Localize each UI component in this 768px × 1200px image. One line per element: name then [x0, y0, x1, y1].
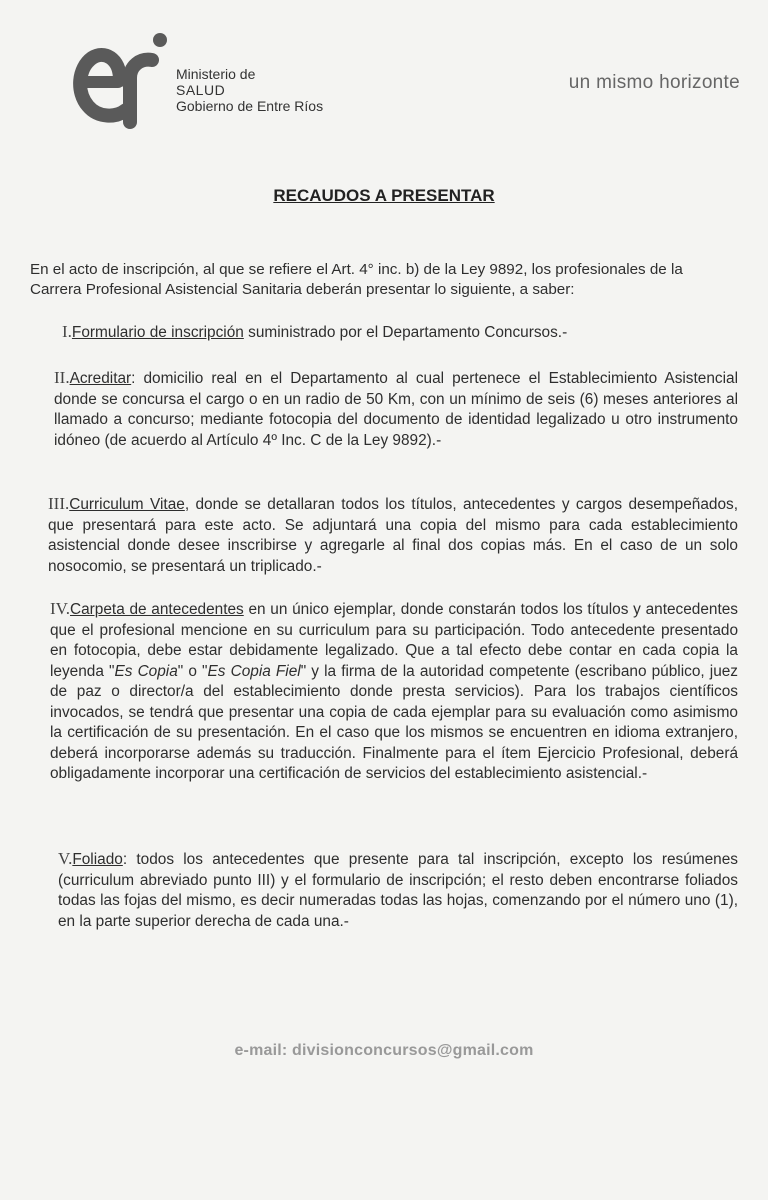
list-item: [48, 494, 738, 577]
item-text: , donde se detallaran todos los títulos, antecedentes y cargos desempeñados, que presentará para este acto. Se adjuntará una copia del mismo para cada establecimiento asistencial donde desee inscribirse y agregarle al final dos copias más. En el caso de un solo nosocomio, se presentará un triplicado.-: [48, 496, 738, 575]
page-title: RECAUDOS A PRESENTAR: [273, 186, 495, 205]
item-italic: Es Copia: [114, 662, 178, 680]
item-numeral: II.: [54, 368, 70, 387]
item-text: " y la firma de la autoridad competente (escribano público, juez de paz o director/a del establecimiento donde presta servicios). Para los trabajos científicos invocados, se tendrá que presentar una copia de cada ejemplar para su evaluación como asimismo la certificación de su presentación. En el caso que los mismos se encuentren en idioma extranjero, deberá incorporarse además su traducción. Finalmente para el ítem Ejercicio Profesional, deberá obligadamente incorporar una certificación de servicios del establecimiento asistencial.-: [50, 662, 739, 782]
item-heading: Curriculum Vitae: [69, 496, 185, 513]
ministry-line-3: Gobierno de Entre Ríos: [176, 98, 324, 114]
list-item: [54, 368, 738, 451]
ministry-line-2: SALUD: [176, 82, 226, 98]
item-numeral: IV.: [50, 599, 70, 618]
item-italic: Es Copia Fiel: [207, 662, 301, 680]
item-text: suministrado por el Departamento Concursos.-: [243, 324, 568, 341]
slogan: un mismo horizonte: [568, 72, 740, 93]
ministry-logo: [68, 30, 178, 130]
item-heading: Formulario de inscripción: [71, 324, 244, 341]
list-item: [58, 849, 738, 932]
ministry-name: [176, 66, 323, 114]
item-text: : domicilio real en el Departamento al cual pertenece el Establecimiento Asistencial donde se concursa el cargo o en un radio de 50 Km, con un mínimo de seis (6) meses anteriores al llamado a concurso; mediante fotocopia del documento de identidad legalizado u otro instrumento idóneo (de acuerdo al Artículo 4º Inc. C de la Ley 9892).-: [54, 370, 738, 449]
item-heading: Acreditar: [69, 370, 132, 387]
contact-email: e-mail: divisionconcursos@gmail.com: [234, 1042, 534, 1059]
letterhead: [0, 0, 768, 140]
item-numeral: V.: [58, 849, 73, 868]
item-heading: Carpeta de antecedentes: [70, 601, 244, 618]
intro-paragraph: En el acto de inscripción, al que se refiere el Art. 4° inc. b) de la Ley 9892, los profesionales de la Carrera Profesional Asistencial Sanitaria deberán presentar lo siguiente, a saber:: [30, 261, 683, 298]
list-item: [62, 322, 722, 344]
item-heading: Foliado: [72, 851, 123, 868]
list-item: [50, 599, 738, 785]
item-numeral: III.: [48, 494, 70, 513]
item-text: : todos los antecedentes que presente para tal inscripción, excepto los resúmenes (curriculum abreviado punto III) y el formulario de inscripción; el resto deben encontrarse foliados todas las fojas del mismo, es decir numeradas todas las hojas, comenzando por el número uno (1), en la parte superior derecha de cada una.-: [58, 851, 738, 930]
ministry-line-1: Ministerio de: [176, 66, 256, 82]
item-text: " o ": [177, 662, 208, 680]
item-numeral: I.: [62, 322, 72, 341]
item-text: en un único ejemplar, donde constarán todos los títulos y antecedentes que el profesional mencione en su curriculum para su participación. Todo antecedente presentado en fotocopia, debe estar debidamente legalizado. Que a tal efecto debe contar en cada copia la leyenda ": [50, 601, 738, 680]
